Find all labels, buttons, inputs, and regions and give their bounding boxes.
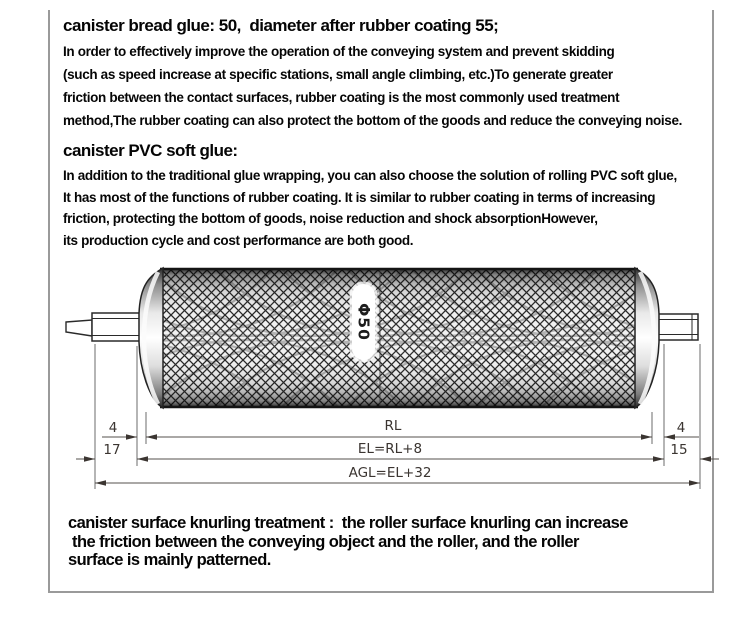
body-line: (such as speed increase at specific stations, small angle climbing, etc.)To generate greater [63,67,613,82]
section-heading: canister PVC soft glue: [63,141,238,160]
footer-line: the friction between the conveying object and the roller, and the roller [68,532,579,551]
section-heading: canister bread glue: 50, diameter after rubber coating 55; [63,16,499,35]
body-line: method,The rubber coating can also protect the bottom of the goods and reduce the conveying noise. [63,113,683,128]
roller-technical-drawing [0,250,750,500]
left-shaft [66,313,144,341]
body-line: In order to effectively improve the operation of the conveying system and prevent skidding [63,44,615,59]
body-line: friction between the contact surfaces, rubber coating is the most commonly used treatment [63,90,620,105]
footer-line: surface is mainly patterned. [68,551,271,569]
body-line: It has most of the functions of rubber coating. It is similar to rubber coating in terms of increasing [63,189,656,205]
dim-el: EL=RL+8 [357,441,423,457]
section-body [63,165,711,251]
dim-right-mid: 15 [670,442,688,458]
section-body [63,40,711,132]
dim-left-mid: 17 [103,442,121,458]
body-line: friction, protecting the bottom of goods, noise reduction and shock absorptionHowever, [63,211,598,226]
body-line: In addition to the traditional glue wrapping, you can also choose the solution of rolling PVC soft glue, [63,168,677,183]
footer-line: canister surface knurling treatment : the roller surface knurling can increase [68,514,628,532]
frame-bottom-border [48,591,714,593]
right-shaft [658,314,698,340]
dim-rl: RL [384,418,402,434]
section-rubber-coating [63,15,711,132]
dimension-texts [103,418,687,481]
shaft-flat-tip [66,320,92,336]
right-end-cap [635,268,659,408]
left-end-cap [139,268,163,408]
dim-agl: AGL=EL+32 [348,465,432,481]
dim-right-top: 4 [676,420,686,436]
section-pvc-soft-glue [63,140,711,251]
diameter-label [352,284,375,360]
body-line: its production cycle and cost performance are both good. [63,232,414,248]
section-knurling-treatment [68,514,708,570]
dim-left-top: 4 [108,420,118,436]
diameter-text: Φ50 [354,303,373,341]
